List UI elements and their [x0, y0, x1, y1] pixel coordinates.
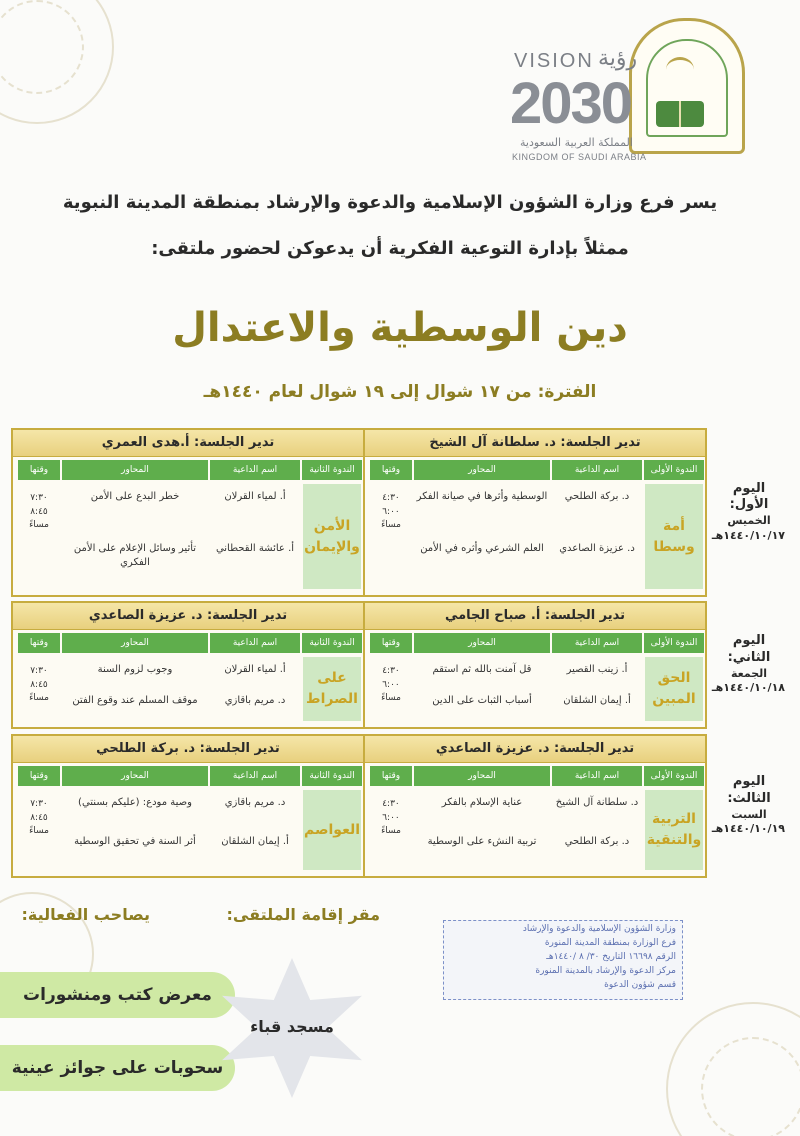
- topic-title-line: والتنقية: [646, 832, 702, 848]
- seminar-panel-2: [11, 601, 365, 729]
- intro-line-2: ممثلاً بإدارة التوعية الفكرية أن يدعوكن لحضور ملتقى:: [151, 238, 629, 259]
- preacher-name: أ. لمياء القرلان: [224, 491, 286, 502]
- session-time: [19, 665, 59, 706]
- hdr-seminar: الندوة الثانية: [302, 633, 362, 653]
- stamp-line: مركز الدعوة والإرشاد بالمدينة المنورة: [535, 965, 676, 976]
- day-block: [15, 428, 785, 593]
- day-label: [713, 633, 785, 695]
- seminar-panel-2: [11, 734, 365, 878]
- day-name: اليوم الثالث:: [727, 774, 771, 806]
- day-label: [713, 481, 785, 543]
- preacher-name: د. بركة الطلحي: [564, 836, 630, 847]
- topic-text: أثر السنة في تحقيق الوسطية: [74, 836, 196, 847]
- activity-banner-books: معرض كتب ومنشورات: [0, 972, 235, 1018]
- time-line: مساءً: [381, 826, 401, 836]
- seminar-topic-title: [645, 657, 703, 721]
- moderator-bar: تدير الجلسة: د. سلطانة آل الشيخ: [365, 430, 705, 457]
- topic-text: قل آمنت بالله ثم استقم: [432, 664, 532, 675]
- hdr-topics: المحاور: [414, 766, 550, 786]
- hdr-preacher: اسم الداعية: [552, 460, 642, 480]
- hdr-topics: المحاور: [414, 460, 550, 480]
- session-time: [19, 798, 59, 839]
- emblem-swords-icon: [666, 57, 694, 82]
- time-line: ٨:٤٥: [30, 679, 48, 690]
- topic-title-line: الحق: [657, 670, 691, 686]
- event-period: الفترة: من ١٧ شوال إلى ١٩ شوال لعام ١٤٤٠هـ: [203, 382, 597, 402]
- hdr-preacher: اسم الداعية: [552, 633, 642, 653]
- hdr-seminar: الندوة الثانية: [302, 460, 362, 480]
- seminar-topic-title: [303, 484, 361, 589]
- topic-title-line: العواصم: [303, 821, 361, 838]
- stamp-line: فرع الوزارة بمنطقة المدينة المنورة: [544, 937, 676, 948]
- moderator-bar: تدير الجلسة: أ. صباح الجامي: [365, 603, 705, 630]
- vision-year: 2030: [510, 71, 632, 136]
- seminar-topic-title: [303, 657, 361, 721]
- seminar-panel-1: [363, 601, 707, 729]
- time-line: مساءً: [29, 520, 49, 530]
- time-line: مساءً: [381, 693, 401, 703]
- time-line: مساءً: [29, 693, 49, 703]
- time-line: ٤:٣٠: [382, 799, 400, 809]
- vision-arabic: رؤية: [598, 46, 638, 71]
- moderator-bar: تدير الجلسة: د. عزيزة الصاعدي: [13, 603, 363, 630]
- stamp-line: قسم شؤون الدعوة: [604, 979, 676, 990]
- intro-line-1: يسر فرع وزارة الشؤون الإسلامية والدعوة والإرشاد بمنطقة المدينة النبوية: [62, 192, 718, 213]
- time-line: ٧:٣٠: [30, 666, 48, 676]
- seminar-topic-title: [303, 790, 361, 870]
- topic-text: أسباب الثبات على الدين: [432, 695, 532, 706]
- time-line: ٦:٠٠: [382, 679, 400, 690]
- activity-banner-prizes: سحوبات على جوائز عينية: [0, 1045, 235, 1091]
- day-block: [15, 734, 785, 874]
- stamp-line: الرقم ١٦٦٩٨ التاريخ ٣٠/ ٨ /١٤٤٠هـ: [546, 951, 676, 962]
- time-line: ٤:٣٠: [382, 493, 400, 503]
- preacher-name: د. عزيزة الصاعدي: [559, 542, 635, 554]
- accompanying-label: يصاحب الفعالية:: [21, 905, 150, 924]
- preacher-name: أ. إيمان الشلقان: [221, 836, 289, 847]
- time-line: مساءً: [381, 520, 401, 530]
- time-line: ٦:٠٠: [382, 812, 400, 823]
- event-title: دين الوسطية والاعتدال: [172, 305, 628, 351]
- day-date: ١٤٤٠/١٠/١٨هـ: [711, 681, 785, 695]
- topic-title-line: والإيمان: [304, 538, 360, 555]
- day-weekday: الجمعة: [730, 666, 768, 680]
- topic-text: تأثير وسائل الإعلام على الأمن الفكري: [73, 542, 197, 568]
- seminar-panel-2: [11, 428, 365, 597]
- session-time: [371, 798, 411, 839]
- official-stamp: [443, 920, 683, 1000]
- hdr-seminar: الندوة الأولى: [644, 766, 704, 786]
- preacher-name: أ. لمياء القرلان: [224, 664, 286, 675]
- seminar-panel-1: [363, 734, 707, 878]
- topic-title-line: أمة وسطا: [653, 517, 695, 555]
- session-time: [371, 492, 411, 533]
- day-name: اليوم الأول:: [729, 480, 769, 513]
- emblem-book-spine: [679, 101, 681, 127]
- stamp-line: وزارة الشؤون الإسلامية والدعوة والإرشاد: [522, 924, 676, 934]
- preacher-name: د. سلطانة آل الشيخ: [555, 797, 639, 808]
- hdr-time: وقتها: [18, 766, 60, 786]
- topic-text: خطر البدع على الأمن: [90, 491, 180, 502]
- preacher-name: د. مريم باقازي: [224, 797, 286, 808]
- topic-title-line: على: [317, 670, 347, 686]
- venue-name: مسجد قباء: [250, 1017, 334, 1036]
- hdr-preacher: اسم الداعية: [552, 766, 642, 786]
- preacher-name: د. بركة الطلحي: [564, 491, 630, 502]
- time-line: ٧:٣٠: [30, 493, 48, 503]
- ornament-bottom-right-inner: [701, 1037, 800, 1136]
- hdr-topics: المحاور: [414, 633, 550, 653]
- topic-text: موقف المسلم عند وقوع الفتن: [72, 695, 198, 706]
- time-line: ٤:٣٠: [382, 666, 400, 676]
- preacher-name: د. مريم باقازي: [224, 695, 286, 706]
- hdr-preacher: اسم الداعية: [210, 460, 300, 480]
- preacher-name: أ. عائشة القحطاني: [215, 542, 295, 554]
- session-time: [19, 492, 59, 533]
- topic-title-line: المبين: [652, 691, 696, 707]
- moderator-bar: تدير الجلسة: أ.هدى العمري: [13, 430, 363, 457]
- time-line: ٧:٣٠: [30, 799, 48, 809]
- hdr-seminar: الندوة الأولى: [644, 633, 704, 653]
- kingdom-english: KINGDOM OF SAUDI ARABIA: [512, 152, 647, 162]
- venue-label: مقر إقامة الملتقى:: [226, 905, 380, 924]
- time-line: ٨:٤٥: [30, 812, 48, 823]
- hdr-time: وقتها: [18, 460, 60, 480]
- seminar-topic-title: [645, 484, 703, 589]
- topic-text: وجوب لزوم السنة: [97, 664, 173, 675]
- hdr-seminar: الندوة الثانية: [302, 766, 362, 786]
- topic-title-line: التربية: [652, 811, 696, 827]
- day-weekday: السبت: [731, 807, 767, 821]
- kingdom-arabic: المملكة العربية السعودية: [520, 136, 633, 149]
- topic-text: الوسطية وأثرها في صيانة الفكر: [416, 491, 548, 502]
- day-label: [713, 774, 785, 836]
- day-date: ١٤٤٠/١٠/١٧هـ: [711, 528, 785, 542]
- time-line: ٦:٠٠: [382, 506, 400, 517]
- topic-text: العلم الشرعي وأثره في الأمن: [420, 542, 544, 554]
- day-name: اليوم الثاني:: [727, 633, 771, 665]
- topic-text: عناية الإسلام بالفكر: [441, 797, 523, 808]
- seminar-panel-1: [363, 428, 707, 597]
- vision-word: VISION: [514, 50, 594, 72]
- topic-text: تربية النشء على الوسطية: [427, 836, 537, 847]
- preacher-name: أ. زينب القصير: [566, 664, 628, 675]
- time-line: ٨:٤٥: [30, 506, 48, 517]
- hdr-topics: المحاور: [62, 460, 208, 480]
- hdr-time: وقتها: [370, 633, 412, 653]
- topic-title-line: الصراط: [306, 691, 358, 707]
- time-line: مساءً: [29, 826, 49, 836]
- session-time: [371, 665, 411, 706]
- topic-text: وصية مودع: (عليكم بسنتي): [78, 797, 192, 808]
- seminar-topic-title: [645, 790, 703, 870]
- moderator-bar: تدير الجلسة: د. بركة الطلحي: [13, 736, 363, 763]
- day-date: ١٤٤٠/١٠/١٩هـ: [711, 822, 785, 836]
- hdr-topics: المحاور: [62, 766, 208, 786]
- hdr-time: وقتها: [18, 633, 60, 653]
- hdr-time: وقتها: [370, 766, 412, 786]
- vision-2030-logo: [510, 46, 670, 170]
- hdr-preacher: اسم الداعية: [210, 633, 300, 653]
- hdr-time: وقتها: [370, 460, 412, 480]
- moderator-bar: تدير الجلسة: د. عزيزة الصاعدي: [365, 736, 705, 763]
- hdr-seminar: الندوة الأولى: [644, 460, 704, 480]
- preacher-name: أ. إيمان الشلقان: [563, 695, 631, 706]
- topic-title-line: الأمن: [313, 517, 351, 534]
- day-block: [15, 601, 785, 725]
- hdr-topics: المحاور: [62, 633, 208, 653]
- hdr-preacher: اسم الداعية: [210, 766, 300, 786]
- day-weekday: الخميس: [727, 514, 771, 528]
